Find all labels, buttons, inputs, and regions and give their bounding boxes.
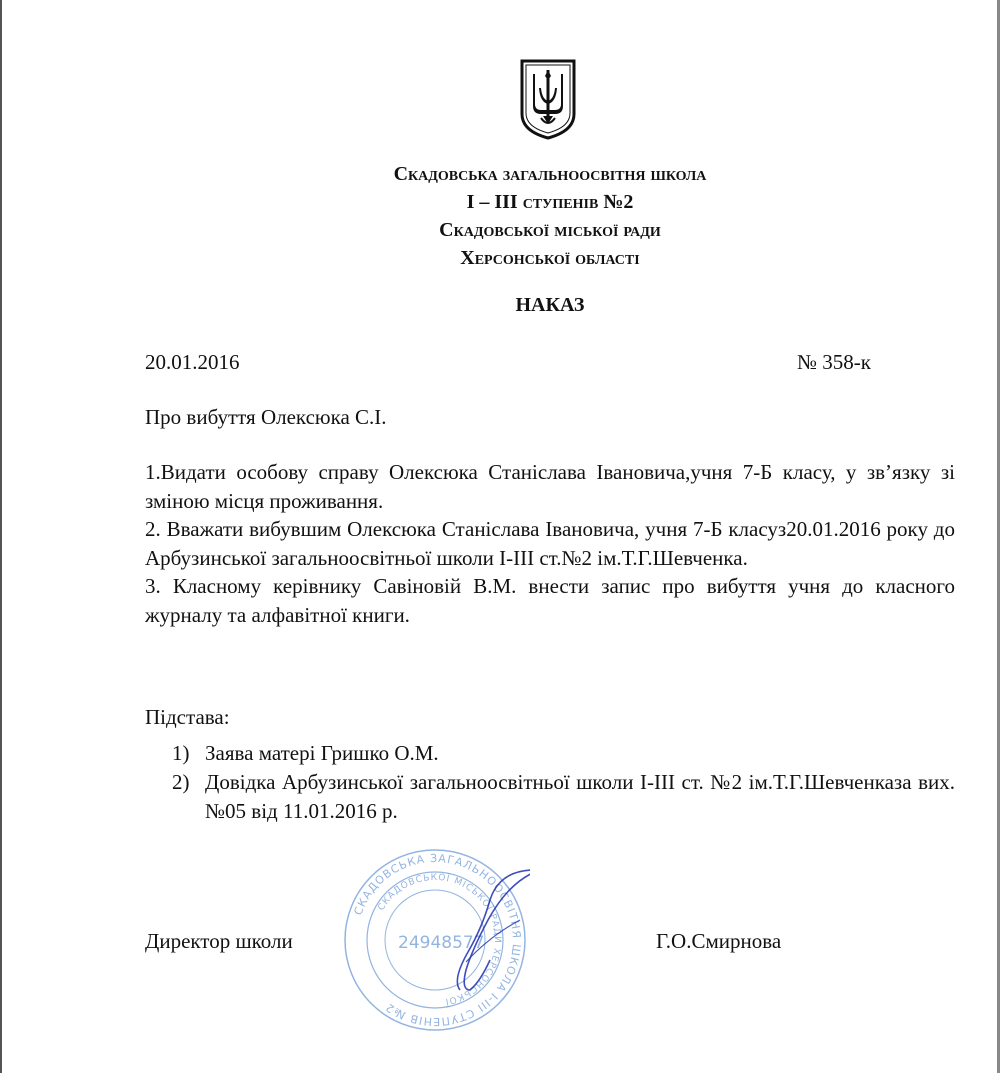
list-item-text: Заява матері Гришко О.М. — [205, 741, 439, 765]
stamp-inner-text: СКАДОВСЬКОЇ МІСЬКОЇ РАДИ ХЕРСОНСЬКОЇ — [376, 872, 503, 1007]
order-date: 20.01.2016 — [145, 350, 240, 374]
list-item — [172, 739, 955, 768]
official-stamp — [340, 840, 530, 1040]
header-line-2: І – ІІІ ступенів №2 — [466, 191, 634, 213]
stamp-outer-text: СКАДОВСЬКА ЗАГАЛЬНООСВІТНЯ ШКОЛА І-ІІІ СТУПЕНІВ №2 — [351, 851, 524, 1029]
header-line-3: Скадовської міської ради — [439, 219, 661, 241]
order-body — [145, 458, 955, 629]
header-line-4: Херсонської області — [460, 247, 640, 269]
paragraph-1: 1.Видати особову справу Олексюка Станіслава Івановича,учня 7-Б класу, у зв’язку зі зміною місця проживання. — [145, 460, 955, 513]
page-edge-left — [0, 0, 2, 1073]
signatory-name: Г.О.Смирнова — [656, 929, 782, 953]
document-title: НАКАЗ — [515, 294, 585, 316]
paragraph-2: 2. Вважати вибувшим Олексюка Станіслава Івановича, учня 7-Б класуз20.01.2016 року до Арбузинської загальноосвітньої школи І-ІІІ ст.№2 ім.Т.Г.Шевченка. — [145, 517, 955, 570]
signatory-position: Директор школи — [145, 929, 293, 953]
basis-label: Підстава: — [145, 705, 230, 729]
list-item-number: 1) — [172, 741, 190, 765]
order-subject: Про вибуття Олексюка С.І. — [145, 405, 387, 429]
order-number: № 358-к — [797, 350, 871, 374]
school-header — [150, 160, 950, 272]
list-item-text: Довідка Арбузинської загальноосвітньої школи І-ІІІ ст. №2 ім.Т.Г.Шевченказа вих. №05 від 11.01.2016 р. — [205, 770, 955, 823]
stamp-code: 24948577 — [398, 933, 485, 953]
header-line-1: Скадовська загальноосвітня школа — [393, 163, 707, 185]
list-item — [172, 768, 955, 826]
list-item-number: 2) — [172, 770, 190, 794]
basis-list — [172, 739, 955, 826]
coat-of-arms-icon — [519, 58, 577, 140]
paragraph-3: 3. Класному керівнику Савіновій В.М. внести запис про вибуття учня до класного журналу та алфавітної книги. — [145, 574, 955, 627]
